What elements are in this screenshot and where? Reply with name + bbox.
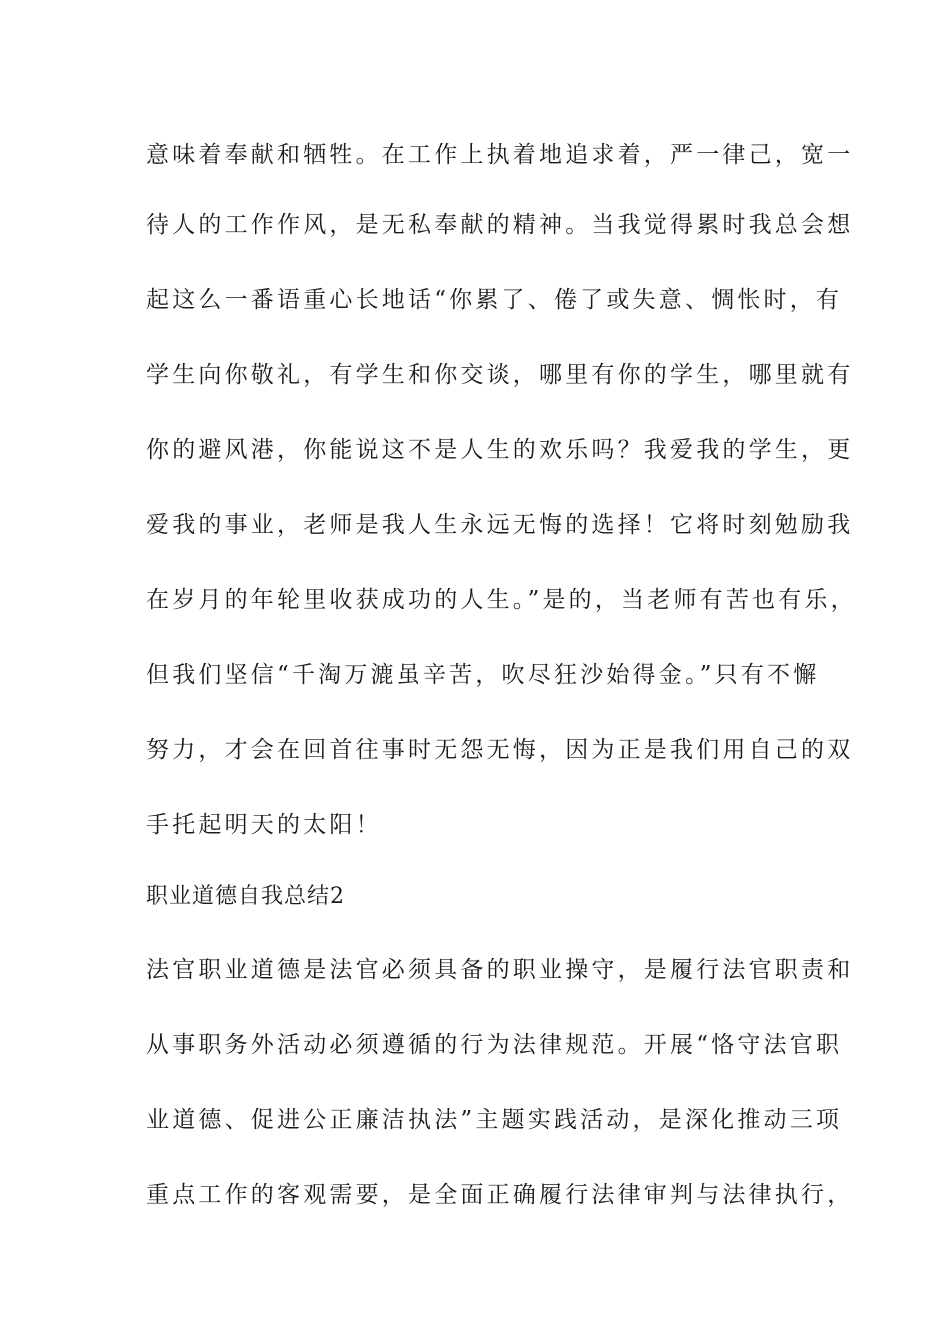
paragraph-1-line-5: 你的避风港，你能说这不是人生的欢乐吗？我爱我的学生，更 <box>146 437 854 463</box>
paragraph-1-line-8: 但我们坚信“千淘万漉虽辛苦，吹尽狂沙始得金。”只有不懈 <box>146 662 820 688</box>
paragraph-1-line-9: 努力，才会在回首往事时无怨无悔，因为正是我们用自己的双 <box>146 737 854 763</box>
paragraph-1-line-2: 待人的工作作风，是无私奉献的精神。当我觉得累时我总会想 <box>146 212 854 238</box>
paragraph-1-line-3: 起这么一番语重心长地话“你累了、倦了或失意、惆怅时，有 <box>146 287 843 313</box>
section-heading: 职业道德自我总结2 <box>146 884 345 909</box>
paragraph-1-line-4: 学生向你敬礼，有学生和你交谈，哪里有你的学生，哪里就有 <box>146 362 854 388</box>
paragraph-1-line-7: 在岁月的年轮里收获成功的人生。”是的，当老师有苦也有乐， <box>146 587 857 613</box>
paragraph-2-line-2: 从事职务外活动必须遵循的行为法律规范。开展“恪守法官职 <box>146 1032 843 1058</box>
paragraph-1-line-10: 手托起明天的太阳！ <box>146 812 382 838</box>
paragraph-2-line-4: 重点工作的客观需要，是全面正确履行法律审判与法律执行， <box>146 1182 854 1208</box>
paragraph-2-line-1: 法官职业道德是法官必须具备的职业操守，是履行法官职责和 <box>146 957 854 983</box>
paragraph-2-line-3: 业道德、促进公正廉洁执法”主题实践活动，是深化推动三项 <box>146 1107 843 1133</box>
paragraph-1-line-1: 意味着奉献和牺牲。在工作上执着地追求着，严一律己，宽一 <box>146 142 854 168</box>
paragraph-1-line-6: 爱我的事业，老师是我人生永远无悔的选择！它将时刻勉励我 <box>146 512 854 538</box>
